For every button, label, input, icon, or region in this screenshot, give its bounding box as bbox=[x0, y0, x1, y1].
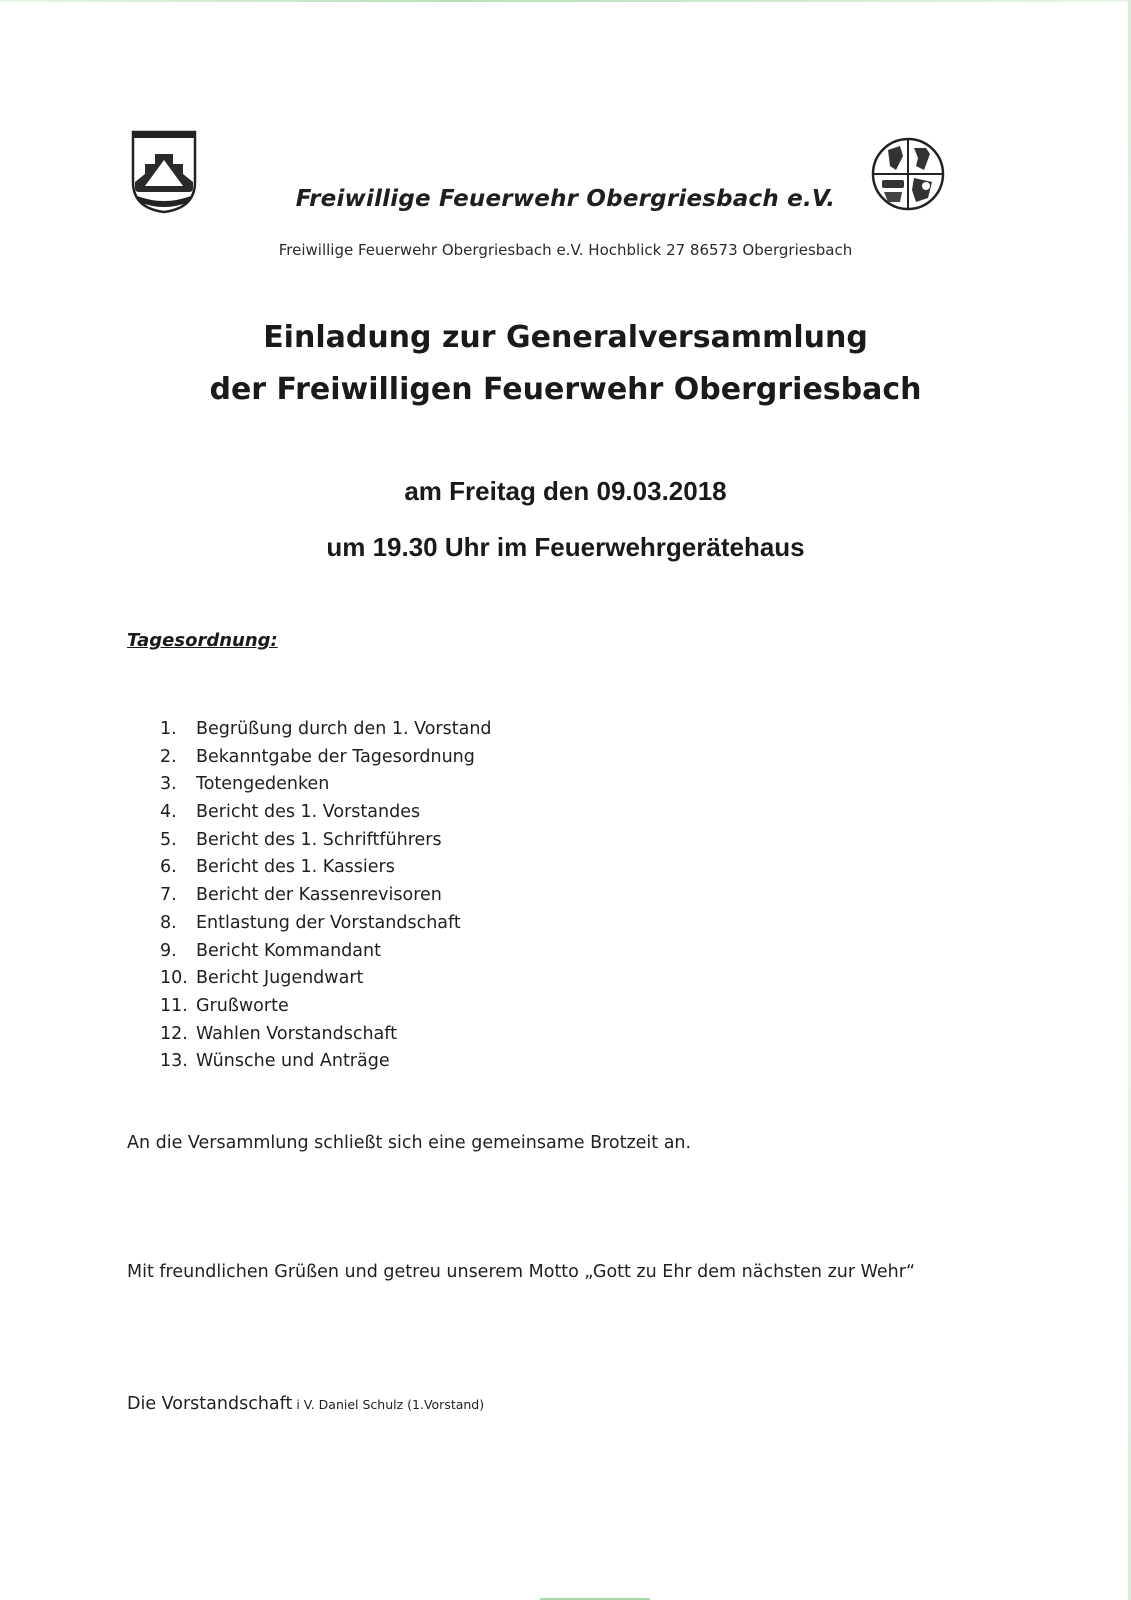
agenda-list bbox=[160, 716, 492, 1076]
closing-note: An die Versammlung schließt sich eine gemeinsame Brotzeit an. bbox=[127, 1133, 692, 1153]
agenda-item bbox=[160, 771, 492, 799]
agenda-item-text: Bericht des 1. Schriftführers bbox=[196, 829, 442, 850]
agenda-item-text: Bekanntgabe der Tagesordnung bbox=[196, 746, 475, 767]
agenda-label: Tagesordnung: bbox=[127, 630, 278, 651]
agenda-item-number: 5. bbox=[160, 829, 177, 850]
scan-edge-top bbox=[0, 0, 1131, 2]
greeting-motto: Mit freundlichen Grüßen und getreu unserem Motto „Gott zu Ehr dem nächsten zur Wehr“ bbox=[127, 1262, 916, 1282]
invitation-title-line-2: der Freiwilligen Feuerwehr Obergriesbach bbox=[209, 372, 922, 407]
meeting-date: am Freitag den 09.03.2018 bbox=[404, 476, 727, 506]
signature-main: Die Vorstandschaft bbox=[127, 1394, 293, 1414]
organization-title: Freiwillige Feuerwehr Obergriesbach e.V. bbox=[295, 186, 836, 212]
invitation-title-line-1: Einladung zur Generalversammlung bbox=[263, 320, 868, 355]
agenda-item-number: 6. bbox=[160, 857, 177, 878]
agenda-item-number: 10. bbox=[160, 968, 188, 989]
agenda-item-number: 13. bbox=[160, 1051, 188, 1072]
agenda-item bbox=[160, 827, 492, 855]
agenda-item-number: 12. bbox=[160, 1023, 188, 1044]
signature bbox=[127, 1394, 484, 1414]
signature-representative: i V. Daniel Schulz (1.Vorstand) bbox=[292, 1397, 485, 1412]
agenda-item bbox=[160, 1021, 492, 1049]
agenda-item-text: Bericht Jugendwart bbox=[196, 968, 364, 989]
agenda-item bbox=[160, 1048, 492, 1076]
agenda-item bbox=[160, 854, 492, 882]
agenda-item bbox=[160, 716, 492, 744]
agenda-item-number: 11. bbox=[160, 995, 188, 1016]
agenda-item-text: Entlastung der Vorstandschaft bbox=[196, 912, 461, 933]
agenda-item-text: Bericht des 1. Vorstandes bbox=[196, 802, 421, 823]
agenda-item-text: Bericht Kommandant bbox=[196, 940, 381, 961]
agenda-item bbox=[160, 938, 492, 966]
agenda-item-number: 4. bbox=[160, 802, 177, 823]
agenda-item bbox=[160, 882, 492, 910]
agenda-item bbox=[160, 744, 492, 772]
agenda-item-number: 2. bbox=[160, 746, 177, 767]
organization-address: Freiwillige Feuerwehr Obergriesbach e.V. Hochblick 27 86573 Obergriesbach bbox=[278, 241, 853, 259]
agenda-item-number: 1. bbox=[160, 719, 177, 739]
agenda-item bbox=[160, 799, 492, 827]
agenda-item bbox=[160, 965, 492, 993]
agenda-item-text: Wünsche und Anträge bbox=[196, 1051, 390, 1072]
agenda-item-number: 7. bbox=[160, 885, 177, 906]
agenda-item bbox=[160, 993, 492, 1021]
agenda-item-number: 8. bbox=[160, 912, 177, 933]
agenda-item-text: Begrüßung durch den 1. Vorstand bbox=[196, 719, 492, 739]
agenda-item-text: Bericht der Kassenrevisoren bbox=[196, 885, 442, 906]
meeting-time-location: um 19.30 Uhr im Feuerwehrgerätehaus bbox=[326, 532, 805, 562]
agenda-item bbox=[160, 910, 492, 938]
agenda-item-number: 9. bbox=[160, 940, 177, 961]
agenda-item-text: Grußworte bbox=[196, 995, 289, 1016]
agenda-item-text: Wahlen Vorstandschaft bbox=[196, 1023, 397, 1044]
agenda-item-number: 3. bbox=[160, 774, 177, 795]
agenda-item-text: Totengedenken bbox=[196, 774, 330, 795]
agenda-item-text: Bericht des 1. Kassiers bbox=[196, 857, 395, 878]
